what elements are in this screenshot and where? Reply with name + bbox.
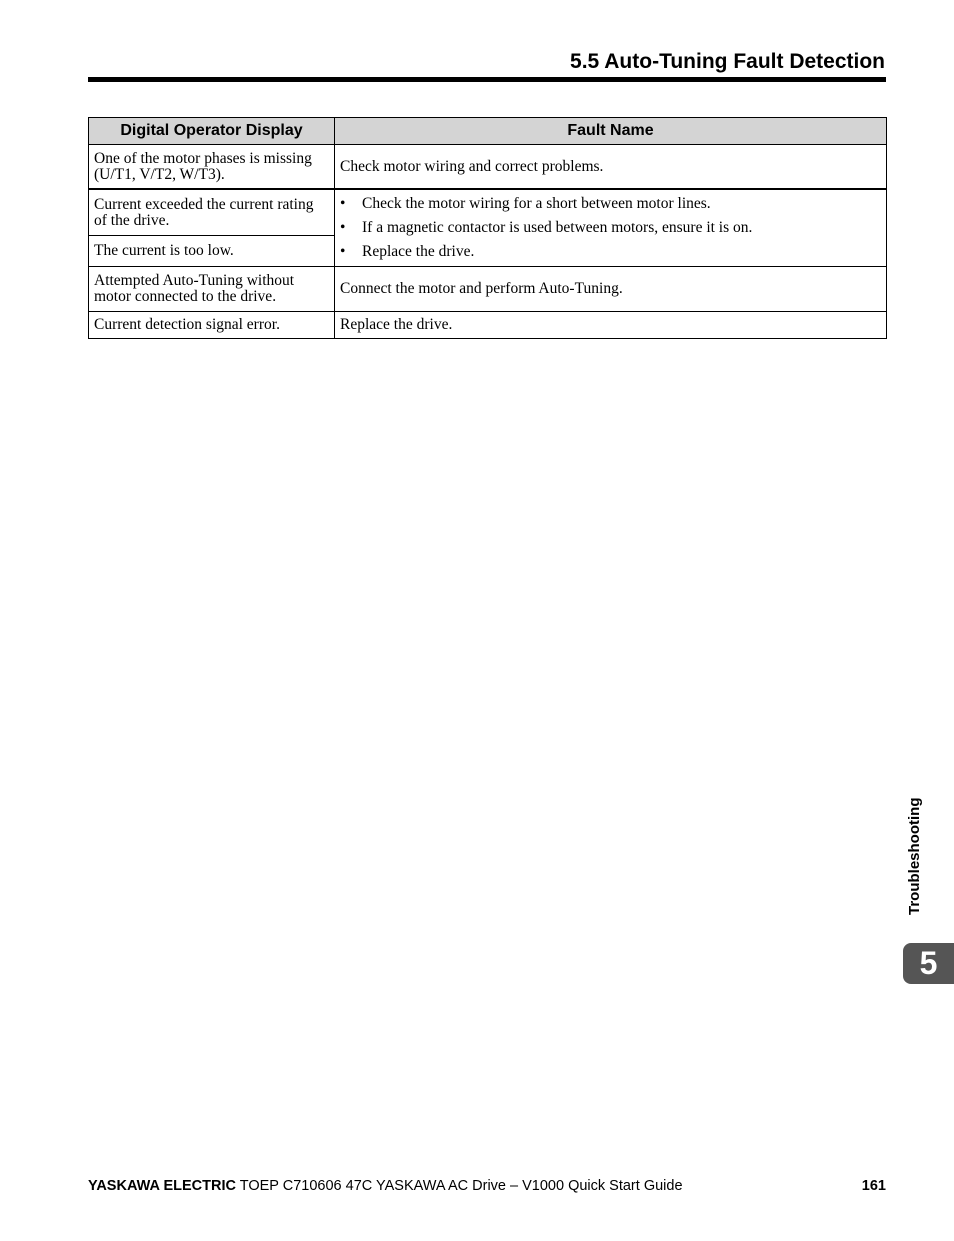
fault-cell bbox=[335, 189, 887, 267]
table-row bbox=[89, 312, 887, 339]
footer-brand: YASKAWA ELECTRIC bbox=[88, 1178, 236, 1194]
display-cell: Current detection signal error. bbox=[89, 312, 335, 339]
chapter-side-label: Troubleshooting bbox=[906, 797, 923, 915]
fault-cell: Replace the drive. bbox=[335, 312, 887, 339]
list-item bbox=[340, 216, 881, 240]
fault-bullet-list bbox=[340, 192, 881, 264]
title-rule bbox=[88, 77, 886, 82]
footer-doc-title: TOEP C710606 47C YASKAWA AC Drive – V1000 Quick Start Guide bbox=[239, 1178, 683, 1194]
bullet-text: Replace the drive. bbox=[362, 243, 475, 260]
page-footer bbox=[88, 1178, 886, 1194]
fault-cell: Check motor wiring and correct problems. bbox=[335, 145, 887, 190]
list-item bbox=[340, 192, 881, 216]
list-item bbox=[340, 240, 881, 264]
table-header-row bbox=[89, 118, 887, 145]
display-cell: The current is too low. bbox=[89, 236, 335, 267]
display-cell: Current exceeded the current rating of the drive. bbox=[89, 189, 335, 236]
display-cell: One of the motor phases is missing (U/T1, V/T2, W/T3). bbox=[89, 145, 335, 190]
page-number: 161 bbox=[861, 1178, 886, 1194]
table-row bbox=[89, 189, 887, 236]
display-cell: Attempted Auto-Tuning without motor connected to the drive. bbox=[89, 267, 335, 312]
bullet-icon: • bbox=[340, 195, 346, 212]
bullet-text: Check the motor wiring for a short between motor lines. bbox=[362, 195, 711, 212]
chapter-number-tab: 5 bbox=[903, 943, 954, 984]
column-header-fault: Fault Name bbox=[335, 118, 887, 145]
section-title: 5.5 Auto-Tuning Fault Detection bbox=[570, 50, 885, 73]
column-header-display: Digital Operator Display bbox=[89, 118, 335, 145]
table-row bbox=[89, 267, 887, 312]
fault-cell: Connect the motor and perform Auto-Tuning. bbox=[335, 267, 887, 312]
bullet-text: If a magnetic contactor is used between motors, ensure it is on. bbox=[362, 219, 753, 236]
table-row bbox=[89, 145, 887, 190]
bullet-icon: • bbox=[340, 219, 346, 236]
fault-table bbox=[88, 117, 887, 339]
bullet-icon: • bbox=[340, 243, 346, 260]
